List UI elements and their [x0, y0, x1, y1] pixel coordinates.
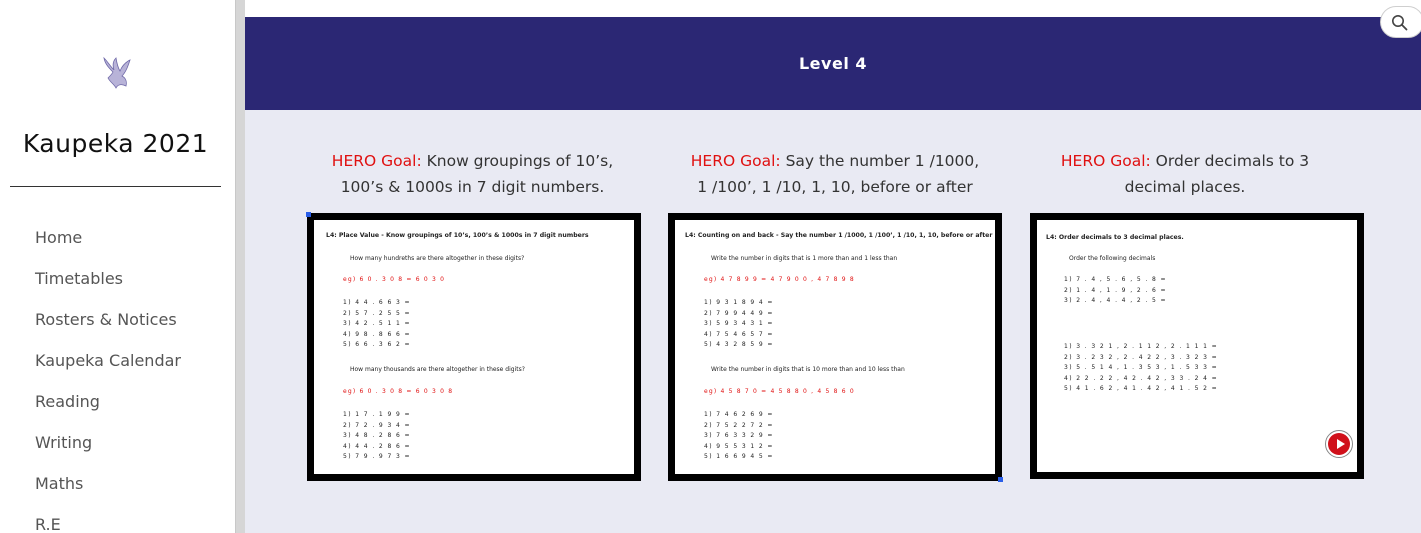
- question: 1) 3 . 3 2 1 , 2 . 1 1 2 , 2 . 1 1 1 =: [1064, 343, 1219, 350]
- hero-goal-3: [1040, 148, 1330, 200]
- worksheet-3: [1037, 220, 1357, 472]
- question: 4) 2 2 . 2 2 , 4 2 . 4 2 , 3 3 . 2 4 =: [1064, 374, 1219, 382]
- question: 3) 4 2 . 5 1 1 =: [343, 320, 411, 327]
- sidebar: [0, 0, 235, 533]
- goal-column-2: [685, 148, 985, 200]
- question: 3) 5 . 5 1 4 , 1 . 3 5 3 , 1 . 5 3 3 =: [1064, 364, 1219, 371]
- hero-goal-2: [685, 148, 985, 200]
- site-nav: [35, 226, 181, 533]
- worksheet-example: eg) 4 5 8 7 0 = 4 5 8 8 0 , 4 5 8 6 0: [704, 388, 855, 395]
- question: 1) 1 7 . 1 9 9 =: [343, 411, 411, 418]
- dove-icon[interactable]: [100, 56, 134, 92]
- site-title[interactable]: Kaupeka 2021: [22, 129, 209, 158]
- goal-column-3: [1040, 148, 1330, 200]
- worksheet-header: L4: Order decimals to 3 decimal places.: [1046, 234, 1184, 241]
- worksheet-instruction: How many hundreths are there altogether in these digits?: [350, 255, 525, 262]
- hero-goal-text: Know groupings of 10’s, 100’s & 1000s in 7 digit numbers.: [340, 152, 614, 196]
- nav-item-reading[interactable]: Reading: [35, 392, 100, 411]
- worksheet-card-1[interactable]: [307, 213, 641, 481]
- worksheet-example: eg) 6 0 . 3 0 8 = 6 0 3 0 8: [343, 388, 454, 395]
- question: 3) 5 9 3 4 3 1 =: [704, 320, 774, 327]
- resize-handle[interactable]: [998, 477, 1003, 482]
- question: 5) 4 1 . 6 2 , 4 1 . 4 2 , 4 1 . 5 2 =: [1064, 385, 1219, 392]
- worksheet-instruction: How many thousands are there altogether in these digits?: [350, 366, 525, 373]
- worksheet-card-3[interactable]: [1030, 213, 1364, 479]
- question: 1) 7 4 6 2 6 9 =: [704, 411, 774, 418]
- worksheet-instruction: Write the number in digits that is 1 more than and 1 less than: [711, 255, 898, 262]
- resize-handle[interactable]: [306, 212, 311, 217]
- nav-item-re[interactable]: R.E: [35, 515, 61, 533]
- nav-item-rosters-notices[interactable]: Rosters & Notices: [35, 310, 177, 329]
- worksheet-example: eg) 4 7 8 9 9 = 4 7 9 0 0 , 4 7 8 9 8: [704, 276, 855, 283]
- level-banner: [245, 17, 1421, 110]
- question: 5) 6 6 . 3 6 2 =: [343, 341, 411, 348]
- question: 1) 7 . 4 , 5 . 6 , 5 . 8 =: [1064, 276, 1167, 283]
- question: 3) 7 6 3 3 2 9 =: [704, 432, 774, 439]
- worksheet-header: L4: Counting on and back - Say the number 1 /1000, 1 /100’, 1 /10, 1, 10, before or after: [685, 232, 993, 239]
- goal-column-1: [320, 148, 625, 200]
- hero-goal-text: Order decimals to 3 decimal places.: [1124, 152, 1310, 196]
- question: 2) 7 2 . 9 3 4 =: [343, 421, 411, 429]
- question: 3) 2 . 4 , 4 . 4 , 2 . 5 =: [1064, 297, 1167, 304]
- question: 2) 7 5 2 2 7 2 =: [704, 421, 774, 429]
- title-divider: [10, 186, 221, 187]
- question: 5) 1 6 6 9 4 5 =: [704, 453, 774, 460]
- worksheet-instruction: Write the number in digits that is 10 more than and 10 less than: [711, 366, 905, 373]
- play-triangle: [1337, 439, 1345, 449]
- worksheet-example: eg) 6 0 . 3 0 8 = 6 0 3 0: [343, 276, 446, 283]
- worksheet-card-2[interactable]: [668, 213, 1002, 481]
- hero-goal-text: Say the number 1 /1000, 1 /100’, 1 /10, 1, 10, before or after: [697, 152, 980, 196]
- worksheet-1: [314, 220, 634, 474]
- question: 2) 5 7 . 2 5 5 =: [343, 309, 411, 317]
- worksheet-questions: [1064, 342, 1218, 395]
- play-icon[interactable]: [1325, 430, 1353, 458]
- nav-item-maths[interactable]: Maths: [35, 474, 84, 493]
- question: 5) 7 9 . 9 7 3 =: [343, 453, 411, 460]
- question: 4) 9 8 . 8 6 6 =: [343, 330, 411, 338]
- nav-item-timetables[interactable]: Timetables: [35, 269, 124, 288]
- worksheet-header: L4: Place Value - Know groupings of 10’s, 100’s & 1000s in 7 digit numbers: [326, 232, 589, 239]
- nav-item-home[interactable]: Home: [35, 228, 83, 247]
- banner-title: Level 4: [798, 54, 867, 73]
- question: 4) 4 4 . 2 8 6 =: [343, 442, 411, 450]
- nav-item-writing[interactable]: Writing: [35, 433, 93, 452]
- worksheet-questions: [343, 298, 411, 351]
- hero-label: HERO Goal:: [690, 152, 781, 170]
- question: 1) 4 4 . 6 6 3 =: [343, 299, 411, 306]
- question: 2) 7 9 9 4 4 9 =: [704, 309, 774, 317]
- main-content: [245, 0, 1421, 533]
- worksheet-questions: [704, 410, 774, 463]
- question: 3) 4 8 . 2 8 6 =: [343, 432, 411, 439]
- hero-goal-1: [320, 148, 625, 200]
- question: 1) 9 3 1 8 9 4 =: [704, 299, 774, 306]
- worksheet-questions: [343, 410, 411, 463]
- hero-label: HERO Goal:: [1060, 152, 1151, 170]
- play-button-circle: [1328, 433, 1350, 455]
- worksheet-questions: [704, 298, 774, 351]
- nav-item-kaupeka-calendar[interactable]: Kaupeka Calendar: [35, 351, 181, 370]
- worksheet-2: [675, 220, 995, 474]
- question: 5) 4 3 2 8 5 9 =: [704, 341, 774, 348]
- search-icon: [1391, 14, 1409, 32]
- hero-label: HERO Goal:: [331, 152, 422, 170]
- question: 2) 3 . 2 3 2 , 2 . 4 2 2 , 3 . 3 2 3 =: [1064, 353, 1219, 361]
- top-bar: [245, 0, 1421, 17]
- search-button[interactable]: [1380, 6, 1421, 38]
- question: 2) 1 . 4 , 1 . 9 , 2 . 6 =: [1064, 286, 1167, 294]
- worksheet-questions: [1064, 275, 1167, 307]
- question: 4) 7 5 4 6 5 7 =: [704, 330, 774, 338]
- sidebar-scrollbar[interactable]: [235, 0, 245, 533]
- question: 4) 9 5 5 3 1 2 =: [704, 442, 774, 450]
- worksheet-instruction: Order the following decimals: [1069, 255, 1156, 262]
